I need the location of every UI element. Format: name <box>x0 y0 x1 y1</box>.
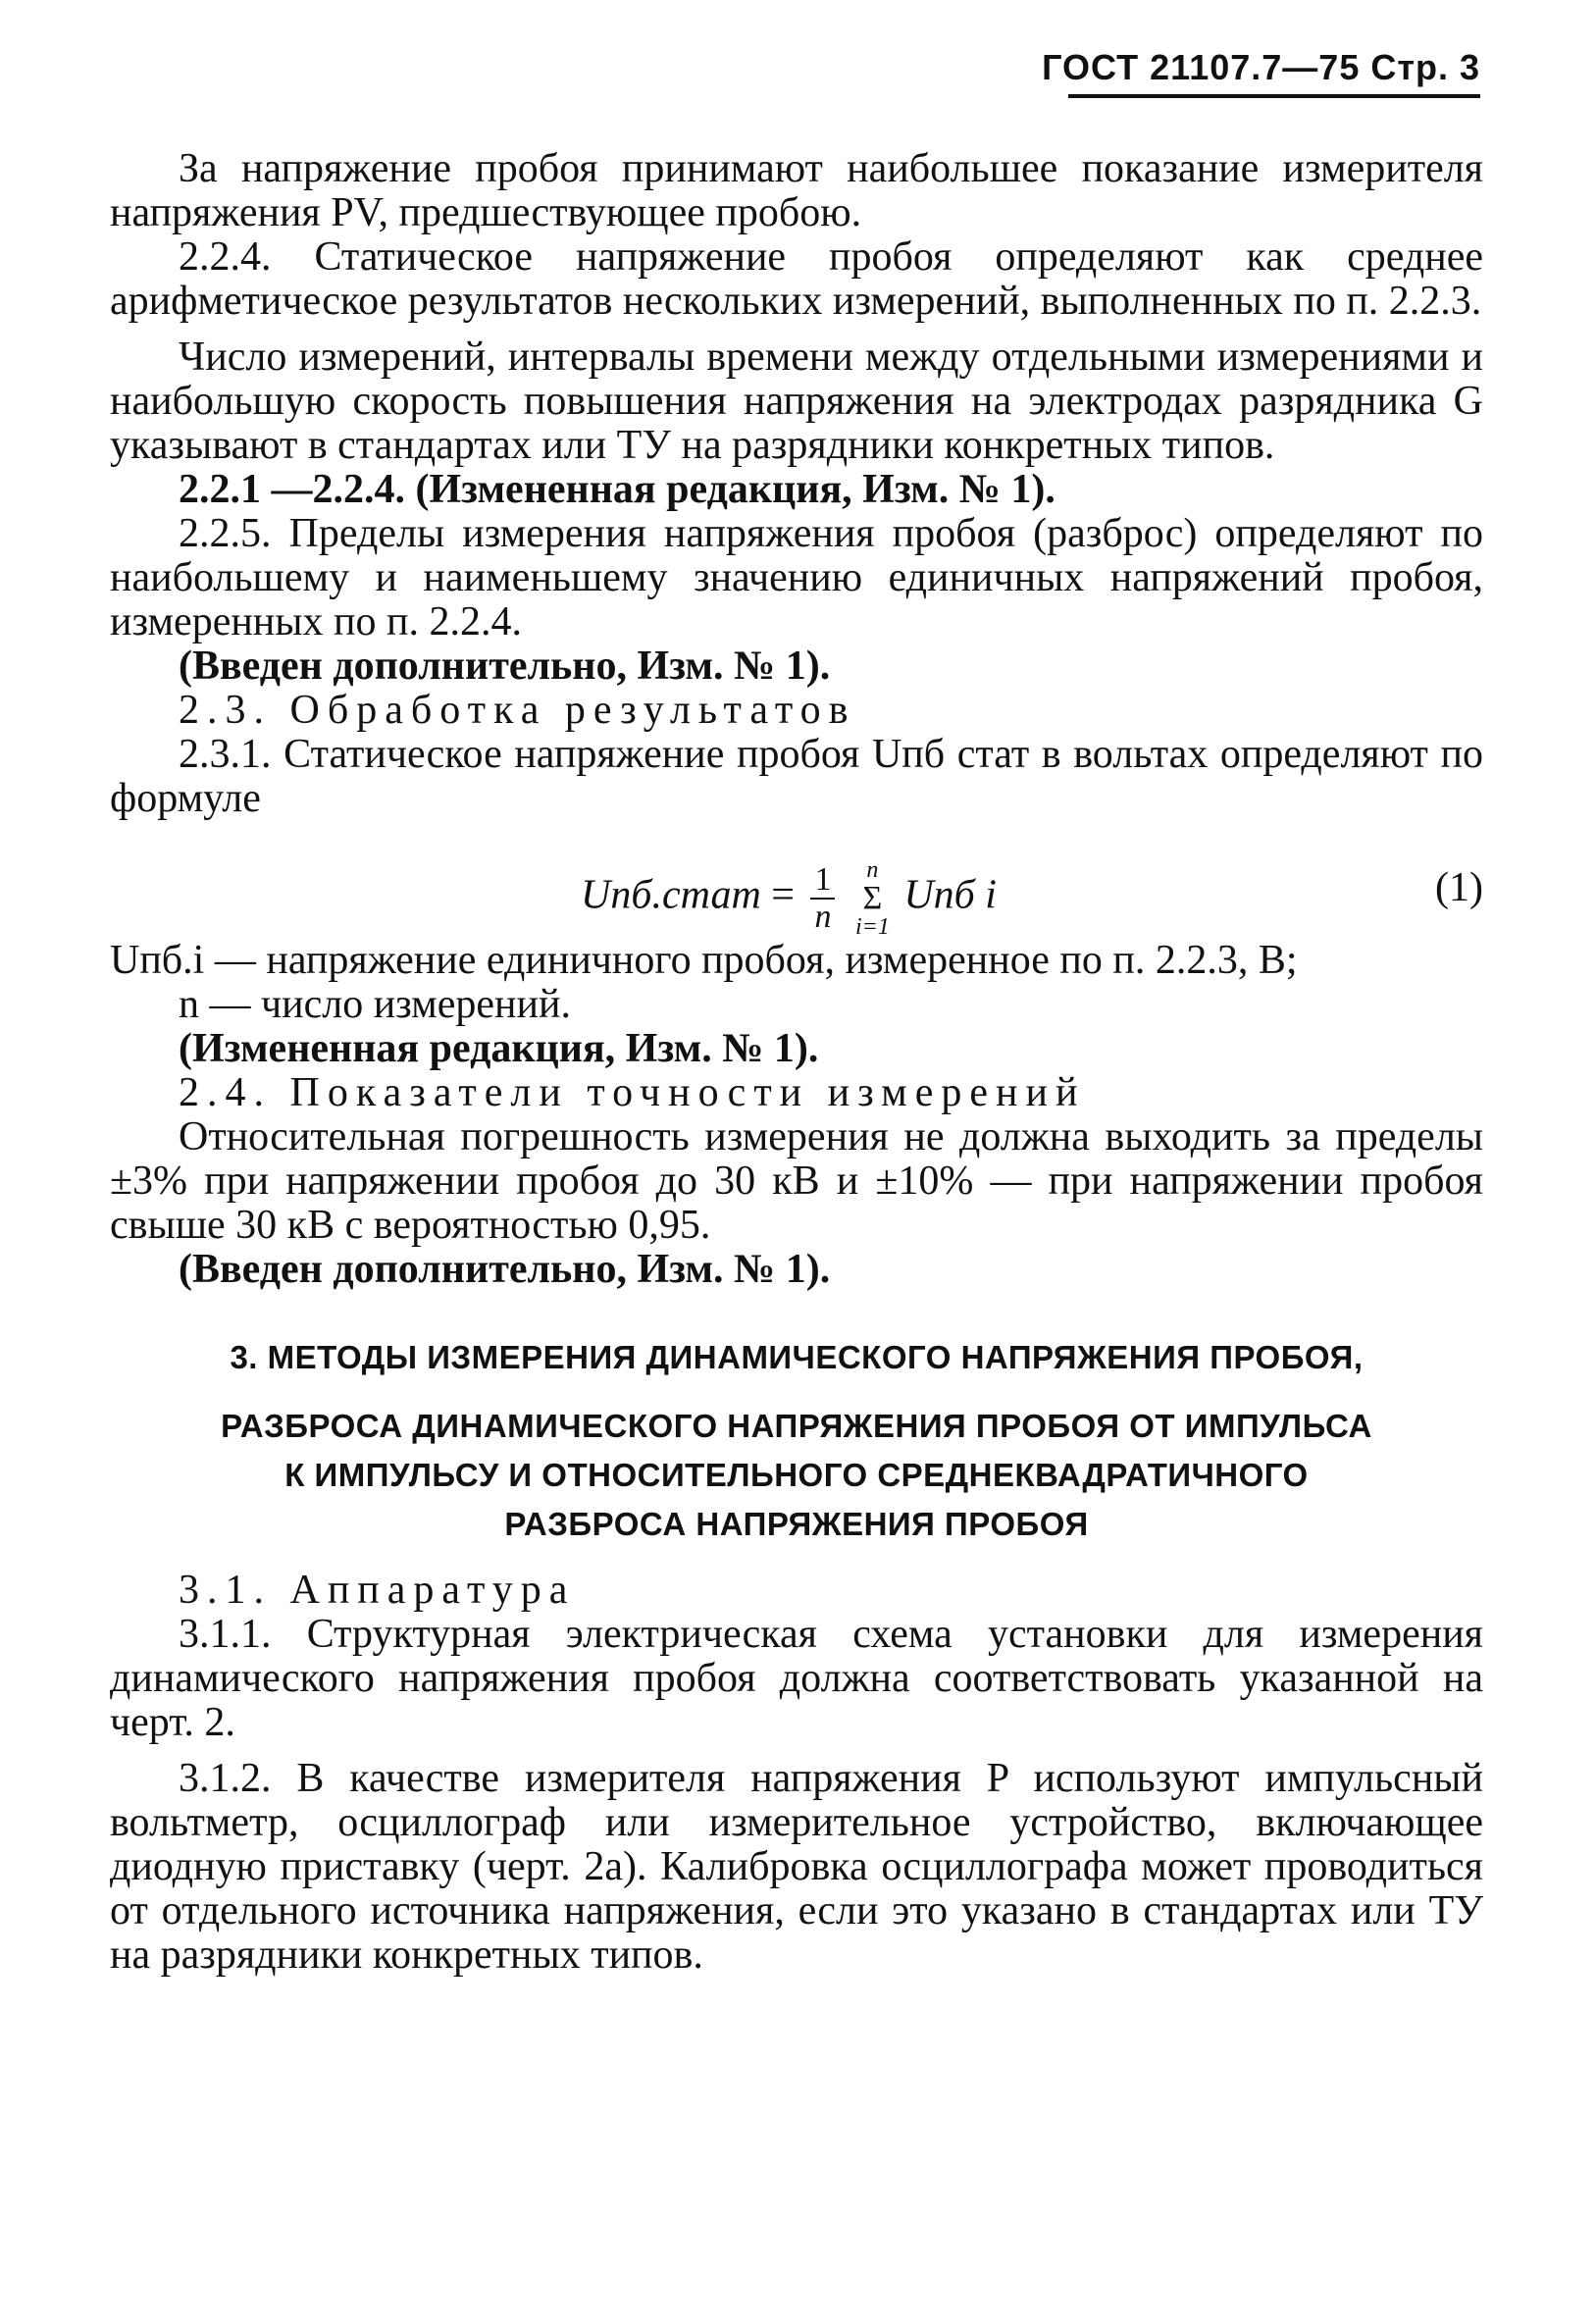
paragraph: За напряжение пробоя принимают наибольшее показание измерителя напряжения PV, предшествующее пробою. <box>110 146 1483 235</box>
section-heading-line: К ИМПУЛЬСУ И ОТНОСИТЕЛЬНОГО СРЕДНЕКВАДРАТИЧНОГО <box>284 1457 1309 1493</box>
page-header: ГОСТ 21107.7—75 Стр. 3 <box>1042 47 1480 87</box>
formula-fraction <box>810 862 835 935</box>
paragraph: Число измерений, интервалы времени между отдельными измерениями и наибольшую скорость повышения напряжения на электродах разрядника G указывают в стандартах или ТУ на разрядники конкретных типов. <box>110 335 1483 468</box>
sum-sign: Σ <box>862 880 883 916</box>
paragraph: 2.2.4. Статическое напряжение пробоя определяют как среднее арифметическое результатов нескольких измерений, выполненных по п. 2.2.3. <box>110 234 1483 324</box>
amendment-note: (Измененная редакция, Изм. № 1). <box>179 1026 819 1071</box>
amendment-note: 2.2.1 —2.2.4. (Измененная редакция, Изм. № 1). <box>179 467 1055 512</box>
formula-numerator: 1 <box>810 862 835 900</box>
paragraph: 3.1.2. В качестве измерителя напряжения P используют импульсный вольтметр, осциллограф или измерительное устройство, включающее диодную приставку (черт. 2а). Калибровка осциллографа может проводиться от отдельного источника напряжения, если это указано в стандартах или ТУ на разрядники конкретных типов. <box>110 1756 1483 1978</box>
section-heading-line: РАЗБРОСА НАПРЯЖЕНИЯ ПРОБОЯ <box>504 1506 1089 1542</box>
sum-lower-limit: i=1 <box>854 914 890 940</box>
section-heading-line: 3. МЕТОДЫ ИЗМЕРЕНИЯ ДИНАМИЧЕСКОГО НАПРЯЖЕНИЯ ПРОБОЯ, <box>230 1339 1364 1375</box>
definition: n — число измерений. <box>179 982 571 1027</box>
amendment-note: (Введен дополнительно, Изм. № 1). <box>179 1247 831 1292</box>
paragraph: Относительная погрешность измерения не должна выходить за пределы ±3% при напряжении пробоя до 30 кВ и ±10% — при напряжении пробоя свыше 30 кВ с вероятностью 0,95. <box>110 1114 1483 1248</box>
formula-equals: = <box>771 872 795 918</box>
amendment-note: (Введен дополнительно, Изм. № 1). <box>179 644 831 689</box>
paragraph: 2.2.5. Пределы измерения напряжения пробоя (разброс) определяют по наибольшему и наименьшему значению единичных напряжений пробоя, измеренных по п. 2.2.4. <box>110 511 1483 644</box>
definition: Uпб.i — напряжение единичного пробоя, измеренное по п. 2.2.3, В; <box>110 938 1298 983</box>
paragraph: 2.3.1. Статическое напряжение пробоя Uпб стат в вольтах определяют по формуле <box>110 732 1483 821</box>
formula-denominator: n <box>814 899 832 935</box>
formula-expression <box>581 858 997 939</box>
section-subtitle: 2.4. Показатели точности измерений <box>179 1070 1086 1115</box>
header-rule <box>1068 94 1480 98</box>
formula-number: (1) <box>1435 865 1483 910</box>
formula-1 <box>110 841 1483 940</box>
section-heading-line: РАЗБРОСА ДИНАМИЧЕСКОГО НАПРЯЖЕНИЯ ПРОБОЯ ОТ ИМПУЛЬСА <box>221 1408 1372 1444</box>
document-body <box>110 147 1483 1978</box>
section-subtitle: 3.1. Аппаратура <box>179 1568 576 1613</box>
formula-lhs: Uпб.стат <box>581 872 761 918</box>
paragraph: 3.1.1. Структурная электрическая схема установки для измерения динамического напряжения пробоя должна соответствовать указанной на черт. 2. <box>110 1612 1483 1745</box>
formula-term: Uпб i <box>903 872 997 918</box>
sum-upper-limit: n <box>866 857 879 883</box>
section-subtitle: 2.3. Обработка результатов <box>179 688 856 733</box>
formula-sum <box>855 858 890 939</box>
